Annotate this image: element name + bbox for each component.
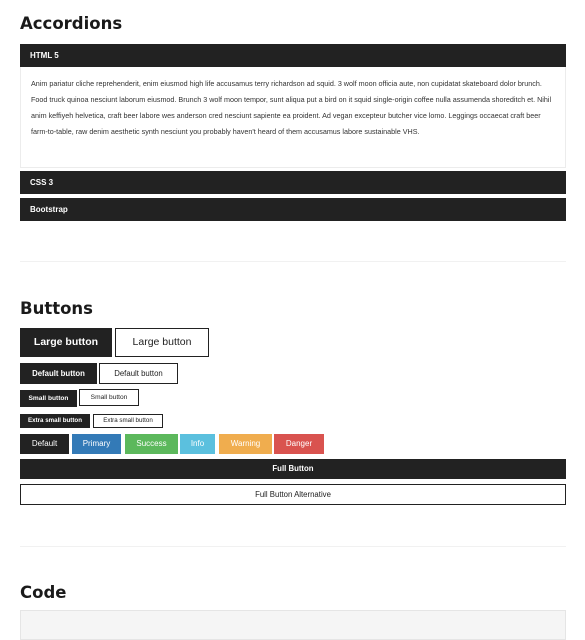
code-block (20, 610, 566, 640)
primary-button[interactable]: Primary (72, 434, 121, 454)
default-button[interactable]: Default button (20, 363, 97, 384)
success-button[interactable]: Success (125, 434, 178, 454)
accordion-panel-html5: Anim pariatur cliche reprehenderit, enim eiusmod high life accusamus terry richardson ad squid. 3 wolf moon officia aute, non cupidatat skateboard dolor brunch. Food truck quinoa nesciunt laborum eiusmod. Brunch 3 wolf moon tempor, sunt aliqua put a bird on it squid single-origin coffee nulla assumenda shoreditch et. Nihil anim keffiyeh helvetica, craft beer labore wes anderson cred nesciunt sapiente ea proident. Ad vegan excepteur butcher vice lomo. Leggings occaecat craft beer farm-to-table, raw denim aesthetic synth nesciunt you probably haven't heard of them accusamus labore sustainable VHS. (20, 67, 566, 168)
small-button-alt[interactable]: Small button (79, 389, 139, 406)
accordion-header-css3[interactable]: CSS 3 (20, 171, 566, 194)
buttons-heading: Buttons (20, 299, 94, 318)
danger-button[interactable]: Danger (274, 434, 324, 454)
default-button-alt[interactable]: Default button (99, 363, 178, 384)
large-button[interactable]: Large button (20, 328, 112, 357)
full-button[interactable]: Full Button (20, 459, 566, 479)
info-button[interactable]: Info (180, 434, 215, 454)
accordions-heading: Accordions (20, 14, 123, 33)
accordion-header-bootstrap[interactable]: Bootstrap (20, 198, 566, 221)
extra-small-button[interactable]: Extra small button (20, 414, 90, 428)
extra-small-button-alt[interactable]: Extra small button (93, 414, 163, 428)
warning-button[interactable]: Warning (219, 434, 272, 454)
accordion-header-html5[interactable]: HTML 5 (20, 44, 566, 67)
code-heading: Code (20, 583, 67, 602)
small-button[interactable]: Small button (20, 390, 77, 407)
large-button-alt[interactable]: Large button (115, 328, 209, 357)
full-button-alt[interactable]: Full Button Alternative (20, 484, 566, 505)
default-color-button[interactable]: Default (20, 434, 69, 454)
section-divider (20, 546, 566, 547)
section-divider (20, 261, 566, 262)
